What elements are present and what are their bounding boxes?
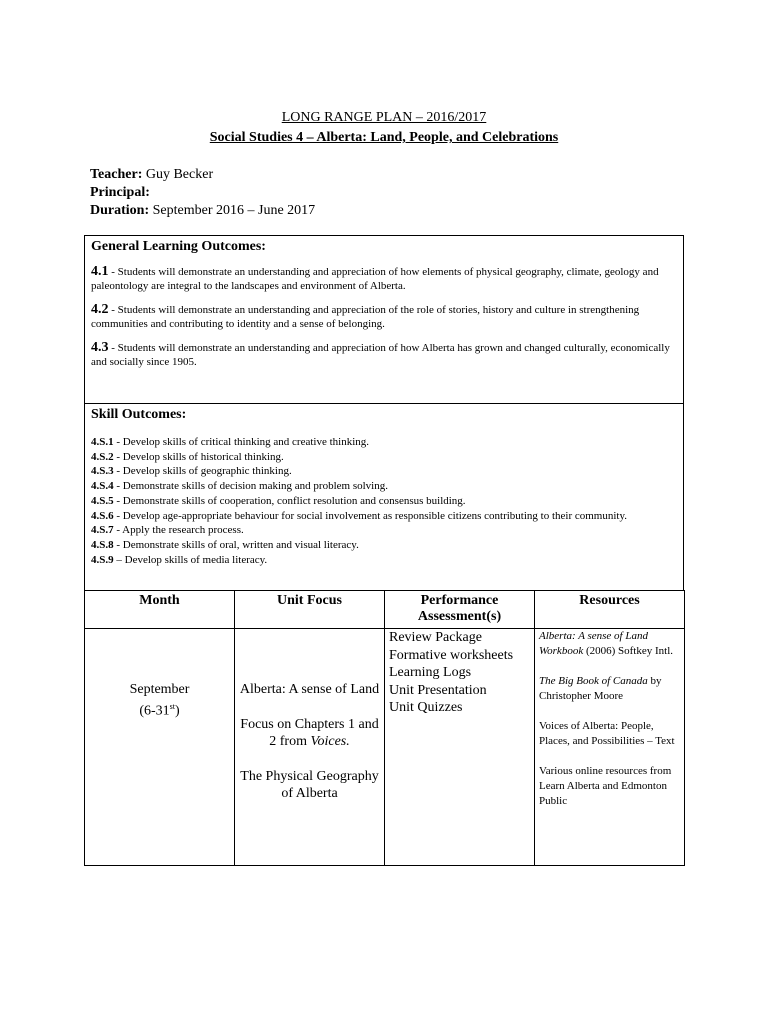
skill-list [91,435,677,567]
outcome-sep: - [108,266,118,278]
skill-text: - Demonstrate skills of cooperation, conflict resolution and consensus building. [113,494,466,507]
skill-item [91,509,677,524]
skill-text: - Develop age-appropriate behaviour for social involvement as responsible citizens contributing to their community. [113,509,628,522]
assessment-item: Learning Logs [389,665,472,680]
teacher-line [90,166,213,184]
skill-item [91,450,677,465]
skill-code: 4.S.3 [91,465,114,478]
skill-text: - Develop skills of historical thinking. [113,450,284,463]
plan-table [84,590,685,866]
skill-item [91,464,677,479]
resource-item: Voices of Alberta: People, Places, and Possibilities – Text [539,720,675,747]
teacher-value: Guy Becker [145,167,214,182]
outcome-number: 4.3 [91,340,109,355]
skill-item [91,523,677,538]
outcome-number: 4.1 [91,264,109,279]
month-cell [85,629,235,866]
skill-code: 4.S.7 [91,524,114,537]
table-header-row [85,591,685,629]
resource-detail: by Christopher Moore [539,675,662,702]
skill-item [91,479,677,494]
assessment-item: Unit Quizzes [389,700,463,715]
month-range-close: ) [175,703,180,719]
skill-text: – Develop skills of media literacy. [113,553,268,566]
outcome-number: 4.2 [91,302,109,317]
assessment-item: Unit Presentation [389,682,487,698]
skill-text: - Demonstrate skills of decision making and problem solving. [113,480,388,493]
duration-line [90,202,315,220]
skill-outcomes-box [84,403,684,591]
skill-code: 4.S.9 [91,553,114,566]
skill-code: 4.S.4 [91,480,114,493]
unit-focus-chapters-text: Focus on Chapters 1 and 2 from [240,717,379,749]
skill-text: - Demonstrate skills of oral, written and visual literacy. [113,538,359,551]
skill-item [91,435,677,450]
document-subtitle: Social Studies 4 – Alberta: Land, People, and Celebrations [209,130,559,145]
header-unit-focus: Unit Focus [235,591,385,629]
table-row [85,629,685,866]
assessment-item: Formative worksheets [389,647,514,663]
skill-text: - Apply the research process. [113,524,244,537]
teacher-label: Teacher: [90,167,143,182]
skill-code: 4.S.6 [91,509,114,522]
outcome-item [91,341,677,369]
document-title: LONG RANGE PLAN – 2016/2017 [281,110,487,125]
general-outcomes-heading: General Learning Outcomes: [91,239,266,254]
outcome-item [91,303,677,331]
assessment-cell [385,629,535,866]
resource-title: Alberta: A sense of Land Workbook [539,630,648,657]
resource-item [539,674,680,704]
unit-focus-topic: The Physical Geography of Alberta [240,769,379,801]
skill-code: 4.S.1 [91,436,114,448]
resource-item [539,629,680,659]
skill-code: 4.S.2 [91,450,114,463]
outcome-text: Students will demonstrate an understanding and appreciation of how elements of physical geography, climate, geology and paleontology are integral to the landscapes and environment of Alberta. [91,266,659,292]
header-resources: Resources [535,591,685,629]
skill-outcomes-heading: Skill Outcomes: [91,407,187,422]
unit-focus-chapters [239,716,380,750]
outcome-text: Students will demonstrate an understanding and appreciation of how Alberta has grown and changed culturally, economically and socially since 1905. [91,342,670,368]
unit-focus-book: Voices. [310,734,350,749]
month-range-start: (6-31 [139,703,170,719]
skill-item [91,553,677,568]
skill-code: 4.S.8 [91,538,114,551]
resource-title: The Big Book of Canada [539,675,648,687]
month-range-suffix: st [169,702,175,711]
duration-label: Duration: [90,203,150,218]
skill-item [91,494,677,509]
skill-code: 4.S.5 [91,494,114,507]
skill-text: - Develop skills of geographic thinking. [113,465,292,478]
outcome-text: Students will demonstrate an understanding and appreciation of the role of stories, history and culture in strengthening communities and contributing to identity and a sense of belonging. [91,304,640,330]
header-performance-assessment: Performance Assessment(s) [385,591,535,629]
skill-text: - Develop skills of critical thinking and creative thinking. [113,436,370,448]
outcome-item [91,265,677,293]
unit-focus-cell [235,629,385,866]
outcome-sep: - [108,342,118,354]
month-name: September [129,682,190,697]
general-outcomes-box [84,235,684,404]
principal-line [90,184,150,202]
month-range [89,698,230,720]
resources-cell [535,629,685,866]
outcome-sep: - [108,304,118,316]
header-month: Month [85,591,235,629]
duration-value: September 2016 – June 2017 [152,203,316,218]
resource-item: Various online resources from Learn Alberta and Edmonton Public [539,765,672,807]
unit-title: Alberta: A sense of Land [239,682,380,697]
resource-detail: (2006) Softkey Intl. [583,645,674,657]
assessment-item: Review Package [389,630,482,645]
skill-item [91,538,677,553]
principal-label: Principal: [90,185,150,200]
